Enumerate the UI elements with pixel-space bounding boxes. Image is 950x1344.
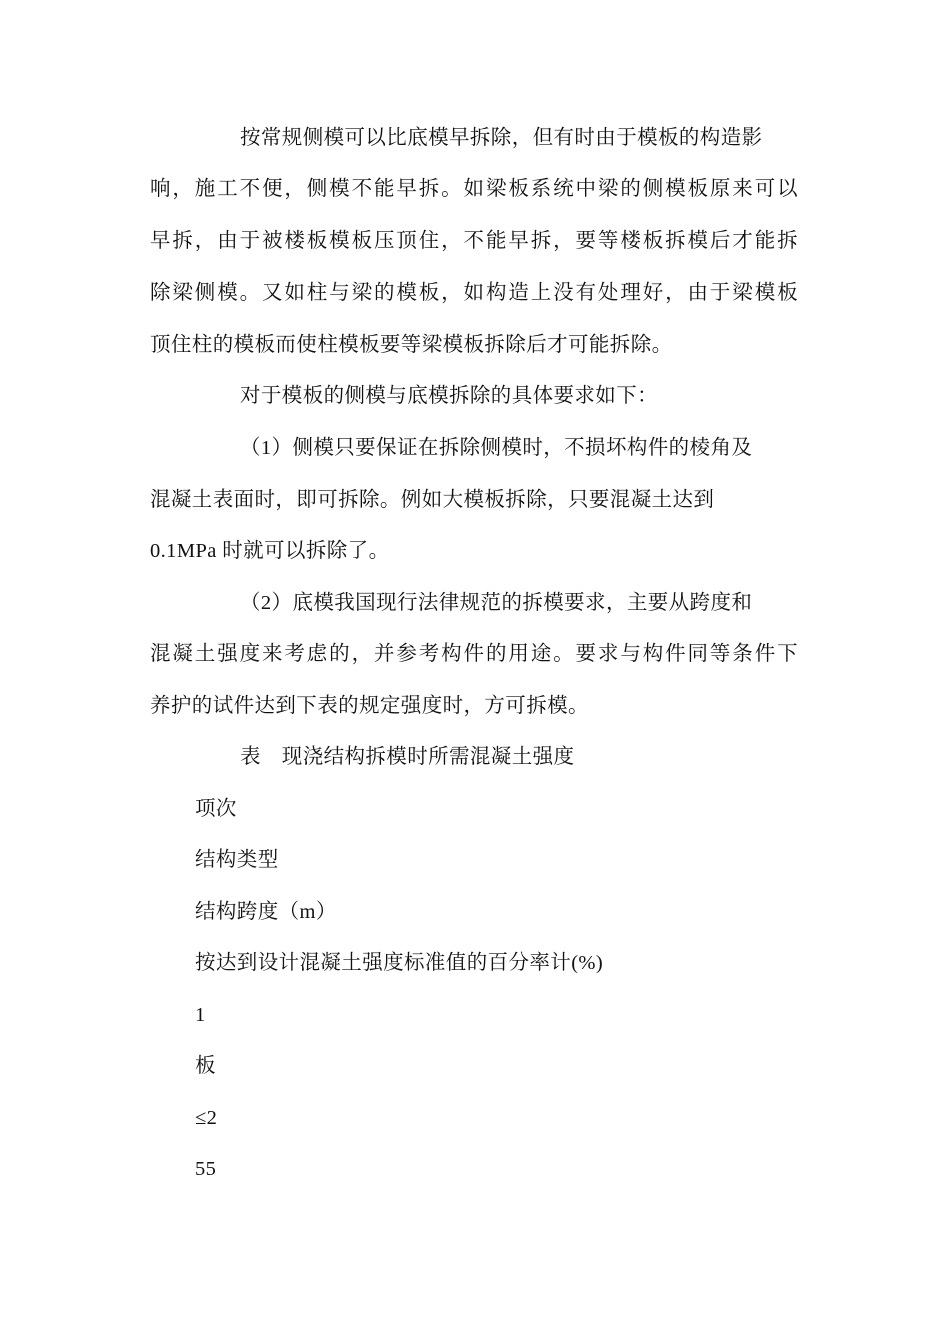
item-2-line-2: 混凝土强度来考虑的，并参考构件的用途。要求与构件同等条件下 bbox=[150, 643, 798, 665]
table-cell-strength-percent: 55 bbox=[195, 1158, 217, 1180]
paragraph-2: 对于模板的侧模与底模拆除的具体要求如下： bbox=[240, 385, 658, 407]
paragraph-1-line-2: 响，施工不便，侧模不能早拆。如梁板系统中梁的侧模板原来可以 bbox=[150, 178, 798, 200]
table-header-strength-percent: 按达到设计混凝土强度标准值的百分率计(%) bbox=[195, 952, 604, 974]
item-2-line-1: （2）底模我国现行法律规范的拆模要求，主要从跨度和 bbox=[240, 592, 753, 614]
item-1-line-3: 0.1MPa 时就可以拆除了。 bbox=[150, 540, 390, 562]
table-header-span: 结构跨度（m） bbox=[195, 901, 337, 923]
paragraph-1-line-4: 除梁侧模。又如柱与梁的模板，如构造上没有处理好，由于梁模板 bbox=[150, 282, 798, 304]
table-cell-index: 1 bbox=[195, 1004, 206, 1026]
item-1-line-1: （1）侧模只要保证在拆除侧模时，不损坏构件的棱角及 bbox=[240, 437, 753, 459]
item-1-line-2: 混凝土表面时，即可拆除。例如大模板拆除，只要混凝土达到 bbox=[150, 489, 715, 511]
table-caption: 表 现浇结构拆模时所需混凝土强度 bbox=[240, 746, 575, 768]
paragraph-1-line-3: 早拆，由于被楼板模板压顶住，不能早拆，要等楼板拆模后才能拆 bbox=[150, 230, 798, 252]
paragraph-1-line-5: 顶住柱的模板而使柱模板要等梁模板拆除后才可能拆除。 bbox=[150, 334, 673, 356]
item-2-line-3: 养护的试件达到下表的规定强度时，方可拆模。 bbox=[150, 695, 589, 717]
table-cell-structure-type: 板 bbox=[195, 1055, 216, 1077]
table-cell-span: ≤2 bbox=[195, 1107, 218, 1129]
paragraph-1-line-1: 按常规侧模可以比底模早拆除，但有时由于模板的构造影 bbox=[240, 127, 763, 149]
table-header-index: 项次 bbox=[195, 798, 237, 820]
table-header-structure-type: 结构类型 bbox=[195, 849, 279, 871]
